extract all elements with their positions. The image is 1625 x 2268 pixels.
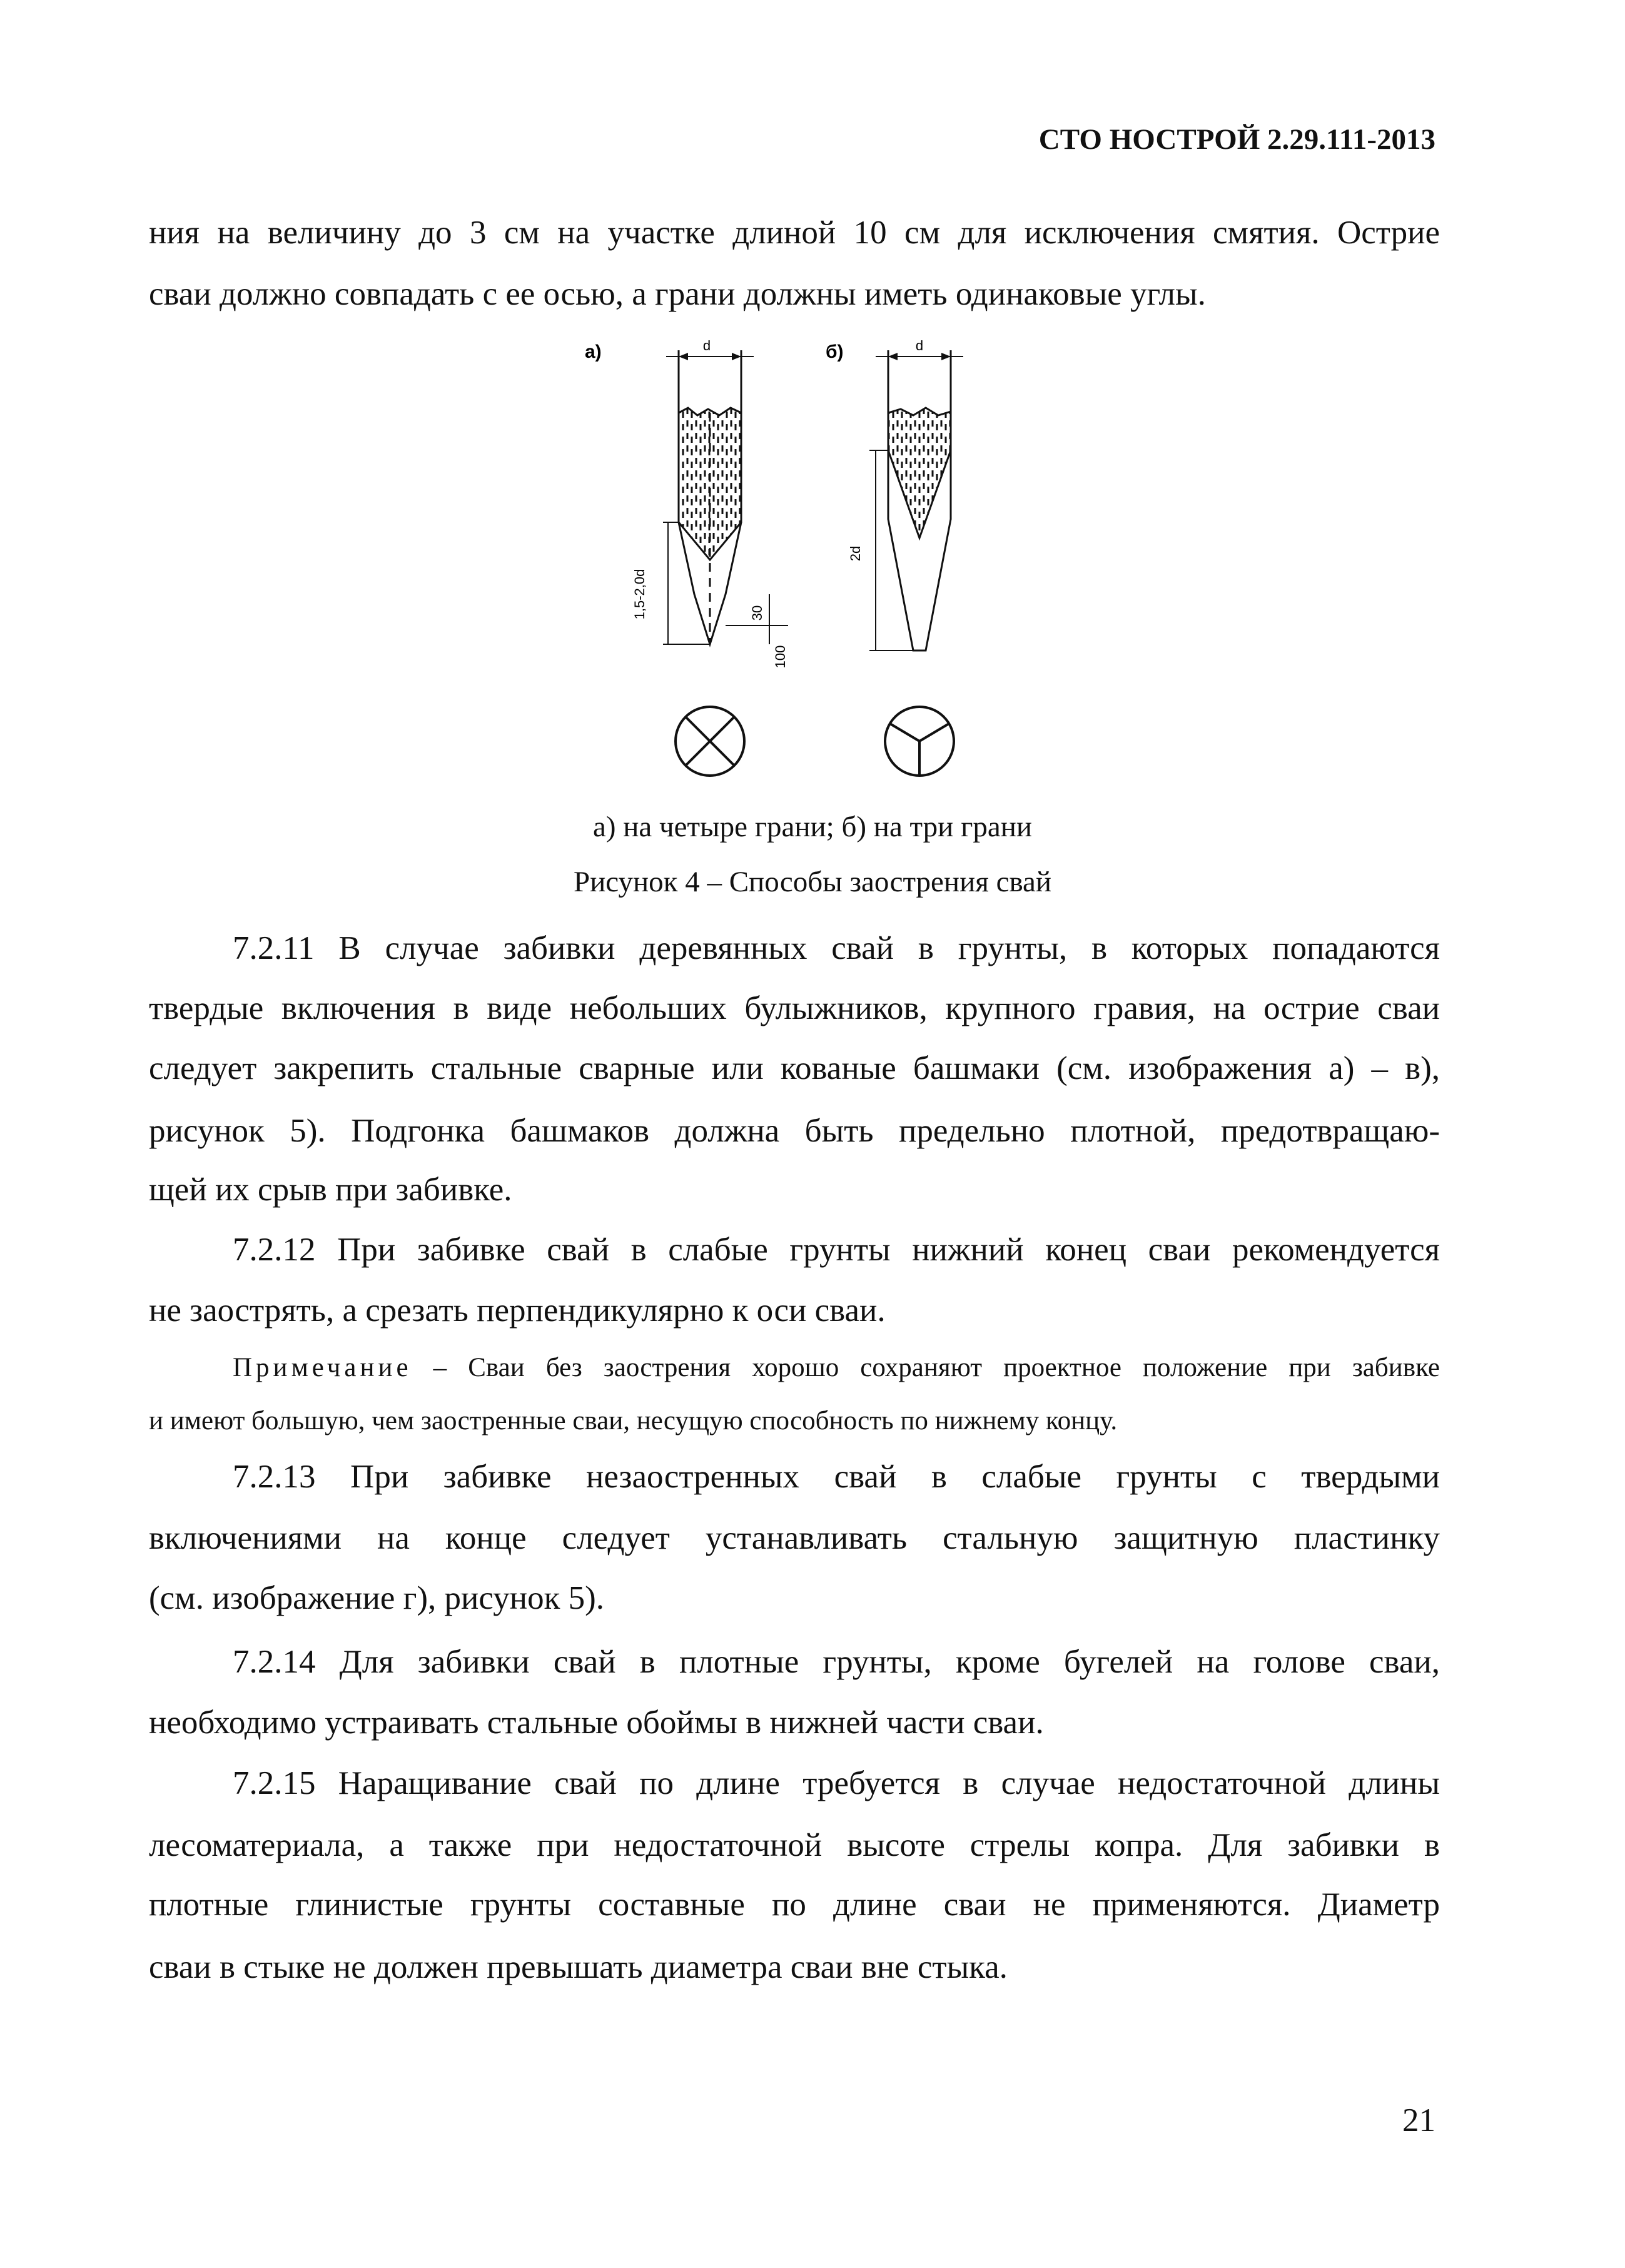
document-code-header: СТО НОСТРОЙ 2.29.111-2013 <box>1038 123 1435 156</box>
paragraph-7-2-13-line-3: (см. изображение г), рисунок 5). <box>149 1580 604 1616</box>
paragraph-7-2-11-line-5: щей их срыв при забивке. <box>149 1172 512 1208</box>
page-number: 21 <box>1402 2102 1435 2139</box>
pile-b-drawing <box>826 338 963 776</box>
dim-2d-b: 2d <box>848 545 863 562</box>
dim-d-b: d <box>915 338 924 353</box>
dim-100-a: 100 <box>772 645 788 669</box>
dim-30-a: 30 <box>749 605 765 621</box>
paragraph-7-2-11-line-1: 7.2.11 В случае забивки деревянных свай в грунты, в которых попадаются <box>233 930 1440 966</box>
note-label: Примечание <box>233 1353 412 1382</box>
paragraph-7-2-15-line-2: лесоматериала, а также при недостаточной высоте стрелы копра. Для забивки в <box>149 1827 1440 1863</box>
intro-line-2: сваи должно совпадать с ее осью, а грани должны иметь одинаковые углы. <box>149 276 1206 312</box>
label-b: б) <box>826 342 844 362</box>
figure-subcaption: а) на четыре грани; б) на три грани <box>592 811 1033 843</box>
paragraph-7-2-11-line-3: следует закрепить стальные сварные или кованые башмаки (см. изображения а) – в), <box>149 1050 1440 1086</box>
note-line-1 <box>233 1352 1440 1384</box>
paragraph-7-2-13-line-1: 7.2.13 При забивке незаостренных свай в слабые грунты с твердыми <box>233 1459 1440 1495</box>
paragraph-7-2-12-line-2: не заострять, а срезать перпендикулярно к оси сваи. <box>149 1292 886 1329</box>
pile-a-drawing <box>585 338 788 776</box>
note-line-2: и имеют большую, чем заостренные сваи, несущую способность по нижнему концу. <box>149 1406 1118 1435</box>
note-text: – Сваи без заострения хорошо сохраняют проектное положение при забивке <box>412 1353 1440 1382</box>
figure-pile-sharpening <box>563 332 1063 782</box>
paragraph-7-2-15-line-1: 7.2.15 Наращивание свай по длине требуется в случае недостаточной длины <box>233 1765 1440 1801</box>
label-a: а) <box>585 342 602 362</box>
paragraph-7-2-11-line-4: рисунок 5). Подгонка башмаков должна быть предельно плотной, предотвращаю- <box>149 1113 1440 1149</box>
paragraph-7-2-11-line-2: твердые включения в виде небольших булыжников, крупного гравия, на острие сваи <box>149 990 1440 1026</box>
figure-caption: Рисунок 4 – Способы заострения свай <box>573 866 1052 898</box>
paragraph-7-2-14-line-1: 7.2.14 Для забивки свай в плотные грунты, кроме бугелей на голове сваи, <box>233 1644 1440 1680</box>
dim-d-a: d <box>702 338 711 353</box>
dim-range-a: 1,5-2,0d <box>632 569 647 620</box>
paragraph-7-2-14-line-2: необходимо устраивать стальные обоймы в нижней части сваи. <box>149 1704 1044 1741</box>
intro-line-1: ния на величину до 3 см на участке длиной 10 см для исключения смятия. Острие <box>149 215 1440 251</box>
paragraph-7-2-13-line-2: включениями на конце следует устанавливать стальную защитную пластинку <box>149 1520 1440 1556</box>
paragraph-7-2-15-line-3: плотные глинистые грунты составные по длине сваи не применяются. Диаметр <box>149 1886 1440 1923</box>
paragraph-7-2-15-line-4: сваи в стыке не должен превышать диаметра сваи вне стыка. <box>149 1949 1008 1985</box>
paragraph-7-2-12-line-1: 7.2.12 При забивке свай в слабые грунты нижний конец сваи рекомендуется <box>233 1232 1440 1268</box>
